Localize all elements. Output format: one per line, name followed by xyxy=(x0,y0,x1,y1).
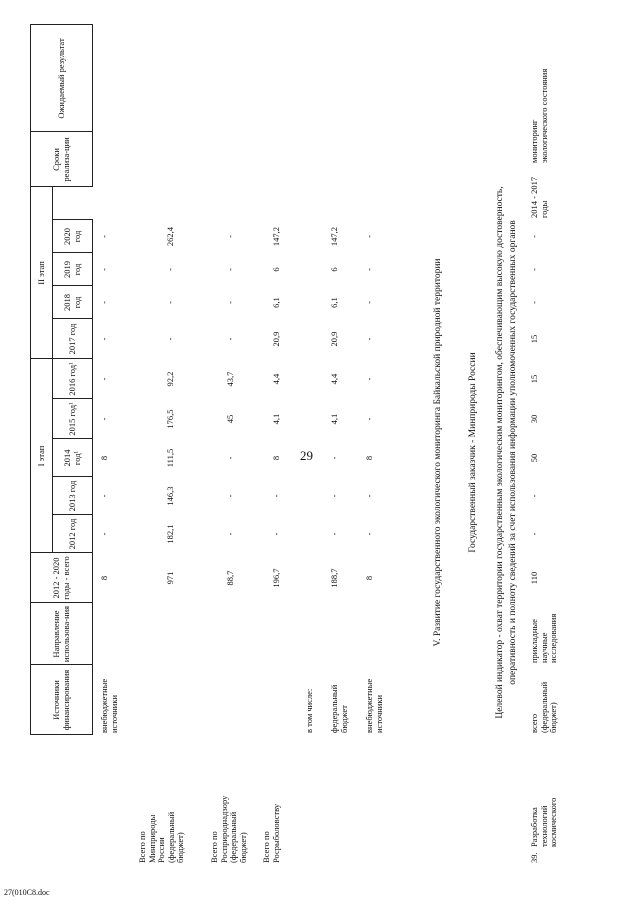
header-2012: 2012 год xyxy=(53,515,93,553)
row-source: в том числе: xyxy=(304,688,314,733)
cell-2014: 8 xyxy=(99,455,109,461)
item-direction: прикладные научные исследования xyxy=(529,613,559,663)
cell-total: 8 xyxy=(364,575,374,581)
cell-2016: 4,4 xyxy=(271,373,281,385)
cell-2013: - xyxy=(329,494,339,498)
cell-2016: 4,4 xyxy=(329,373,339,385)
cell-2019: - xyxy=(99,268,109,271)
item-terms: 2014 - 2017 годы xyxy=(529,176,549,218)
cell-2012: 182,1 xyxy=(165,524,175,544)
cell-2018: - xyxy=(225,301,235,304)
cell-2016: - xyxy=(99,377,109,381)
header-2020: 2020 год xyxy=(53,220,93,253)
cell-2017: 15 xyxy=(529,334,539,344)
cell-2012: - xyxy=(99,532,109,536)
cell-2018: - xyxy=(364,301,374,304)
cell-2020: 147,2 xyxy=(271,226,281,247)
header-2017: 2017 год xyxy=(53,319,93,359)
cell-2019: - xyxy=(529,268,539,271)
row-source: внебюджетные источники xyxy=(99,678,119,733)
indicator-line-1: Целевой индикатор - охват территории государственным экологическим мониторингом, обеспечивающим высокую достоверность, xyxy=(495,186,505,719)
header-source: Источники финансирования xyxy=(31,665,93,735)
cell-2016: 15 xyxy=(529,374,539,384)
indicator-line-2: оперативность и полноту сведений за счет использования информации уполномоченных государственных органов xyxy=(508,220,518,685)
cell-2018: 6,1 xyxy=(271,297,281,308)
item-label: Разработка технологий космического xyxy=(529,797,559,847)
row-label: Всего по Росрыболовству xyxy=(261,803,281,863)
cell-2018: - xyxy=(99,301,109,304)
cell-2019: - xyxy=(225,268,235,271)
cell-2020: - xyxy=(99,235,109,238)
cell-2019: - xyxy=(364,268,374,271)
cell-total: 196,7 xyxy=(271,568,281,588)
cell-2015: 176,5 xyxy=(165,409,175,429)
cell-2019: 6 xyxy=(329,267,339,272)
cell-2018: - xyxy=(165,301,175,304)
page-number: 29 xyxy=(300,448,313,463)
cell-2015: 45 xyxy=(225,414,235,424)
cell-2013: - xyxy=(529,494,539,498)
cell-2017: - xyxy=(99,337,109,341)
header-stage2: II этап xyxy=(31,187,53,359)
cell-2012: - xyxy=(364,532,374,536)
header-result: Ожидаемый результат xyxy=(31,25,93,132)
cell-2020: - xyxy=(529,235,539,238)
header-2019: 2019 год xyxy=(53,253,93,286)
cell-2013: - xyxy=(271,494,281,498)
cell-2017: 20,9 xyxy=(329,331,339,347)
cell-total: 188,7 xyxy=(329,568,339,588)
header-terms: Сроки реализа-ции xyxy=(31,132,93,187)
cell-2015: 4,1 xyxy=(271,413,281,425)
header-total: 2012 - 2020 годы - всего xyxy=(31,553,93,603)
cell-2018: - xyxy=(529,301,539,304)
cell-2015: - xyxy=(99,417,109,421)
cell-total: 88,7 xyxy=(225,570,235,586)
cell-2020: - xyxy=(364,235,374,238)
header-direction: Направление использова-ния xyxy=(31,603,93,665)
item-source: всего (федеральный бюджет) xyxy=(529,681,559,733)
cell-2016: - xyxy=(364,377,374,381)
cell-2017: - xyxy=(364,337,374,341)
row-label: Всего по Росприроднадзору (федеральный бюджет) xyxy=(209,795,248,863)
cell-2012: - xyxy=(529,532,539,536)
cell-2020: 262,4 xyxy=(165,226,175,247)
cell-2014: 50 xyxy=(529,453,539,463)
cell-2017: - xyxy=(225,337,235,341)
cell-2017: 20,9 xyxy=(271,331,281,347)
footer-code: 27(010C8.doc xyxy=(4,888,50,897)
cell-2015: 30 xyxy=(529,414,539,424)
cell-2014: - xyxy=(329,456,339,460)
cell-2014: 111,5 xyxy=(165,448,175,468)
header-2013: 2013 год xyxy=(53,477,93,515)
cell-2016: 43,7 xyxy=(225,371,235,387)
header-2014: 2014 год¹ xyxy=(53,439,93,477)
state-customer: Государственный заказчик - Минприроды России xyxy=(468,352,478,553)
cell-2013: - xyxy=(364,494,374,498)
cell-2013: - xyxy=(225,494,235,498)
cell-2013: - xyxy=(99,494,109,498)
cell-2012: - xyxy=(329,532,339,536)
cell-2012: - xyxy=(225,532,235,536)
cell-2017: - xyxy=(165,337,175,341)
cell-2012: - xyxy=(271,532,281,536)
cell-2019: 6 xyxy=(271,267,281,272)
row-source: внебюджетные источники xyxy=(364,678,384,733)
header-2018: 2018 год xyxy=(53,286,93,319)
item-result: мониторинг экологического состояния xyxy=(529,68,549,163)
row-source: федеральный бюджет xyxy=(329,684,349,733)
cell-2019: - xyxy=(165,268,175,271)
section-title: V. Развитие государственного экологического мониторинга Байкальской природной территории xyxy=(433,258,443,647)
header-2015: 2015 год¹ xyxy=(53,399,93,439)
cell-2020: - xyxy=(225,235,235,238)
cell-2015: - xyxy=(364,417,374,421)
header-stage1: I этап xyxy=(31,359,53,553)
cell-total: 110 xyxy=(529,571,539,585)
cell-2013: 146,3 xyxy=(165,486,175,506)
header-2016: 2016 год¹ xyxy=(53,359,93,399)
cell-2020: 147,2 xyxy=(329,226,339,247)
cell-2016: 92,2 xyxy=(165,371,175,387)
cell-2018: 6,1 xyxy=(329,297,339,308)
row-label: Всего по Минприроды России (федеральный бюджет) xyxy=(137,811,186,863)
cell-2014: 8 xyxy=(364,455,374,461)
item-number: 39. xyxy=(529,852,539,863)
header-table xyxy=(30,24,93,865)
cell-2015: 4,1 xyxy=(329,413,339,425)
cell-2014: 8 xyxy=(271,455,281,461)
cell-total: 8 xyxy=(99,575,109,581)
cell-total: 971 xyxy=(165,571,175,585)
cell-2014: - xyxy=(225,456,235,460)
